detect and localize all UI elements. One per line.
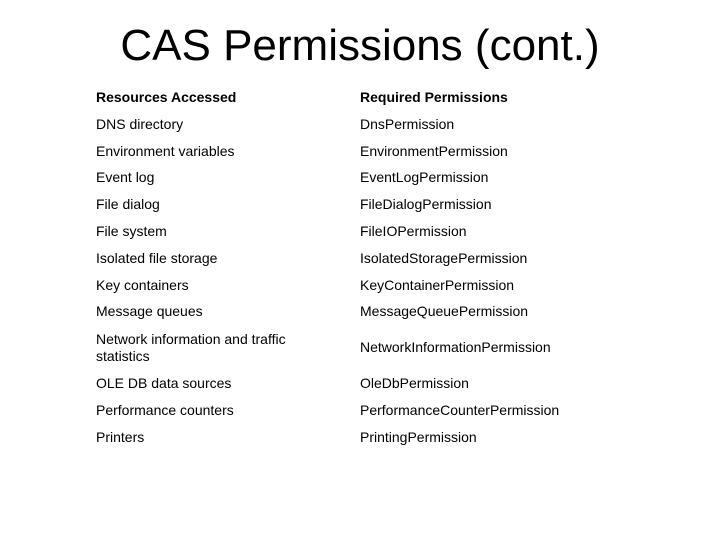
table-row (88, 165, 648, 192)
resource-cell: OLE DB data sources (96, 375, 232, 392)
permission-cell: PrintingPermission (360, 428, 477, 445)
table-row (88, 245, 648, 272)
table-row (88, 397, 648, 424)
table-header-row (88, 84, 648, 111)
table-row (88, 370, 648, 397)
resource-cell: DNS directory (96, 115, 184, 132)
permission-cell: NetworkInformationPermission (360, 339, 551, 356)
table-row (88, 191, 648, 218)
permission-cell: FileDialogPermission (360, 196, 492, 213)
resource-cell: Event log (96, 169, 155, 186)
resource-cell: Printers (96, 428, 145, 445)
permissions-table (88, 84, 648, 451)
resource-cell: Isolated file storage (96, 249, 218, 266)
permission-cell: IsolatedStoragePermission (360, 249, 528, 266)
permission-cell: FileIOPermission (360, 223, 467, 240)
table-row (88, 299, 648, 326)
slide-title: CAS Permissions (cont.) (120, 21, 600, 70)
resource-cell: Environment variables (96, 142, 235, 159)
table-row (88, 325, 648, 370)
table-row (88, 424, 648, 451)
permission-cell: EventLogPermission (360, 169, 489, 186)
table-row (88, 138, 648, 165)
resource-cell: Network information and traffic statistics (96, 330, 286, 364)
permission-cell: EnvironmentPermission (360, 142, 508, 159)
resource-cell: File dialog (96, 196, 160, 213)
header-required-permissions: Required Permissions (360, 89, 508, 105)
permission-cell: OleDbPermission (360, 375, 469, 392)
table-row (88, 218, 648, 245)
table-row (88, 272, 648, 299)
permission-cell: DnsPermission (360, 115, 455, 132)
resource-cell: Key containers (96, 276, 189, 293)
resource-cell: Message queues (96, 303, 203, 320)
permission-cell: MessageQueuePermission (360, 303, 529, 320)
permission-cell: KeyContainerPermission (360, 276, 515, 293)
resource-cell: File system (96, 223, 167, 240)
resource-cell: Performance counters (96, 402, 234, 419)
permission-cell: PerformanceCounterPermission (360, 402, 560, 419)
header-resources-accessed: Resources Accessed (96, 89, 237, 105)
table-row (88, 111, 648, 138)
